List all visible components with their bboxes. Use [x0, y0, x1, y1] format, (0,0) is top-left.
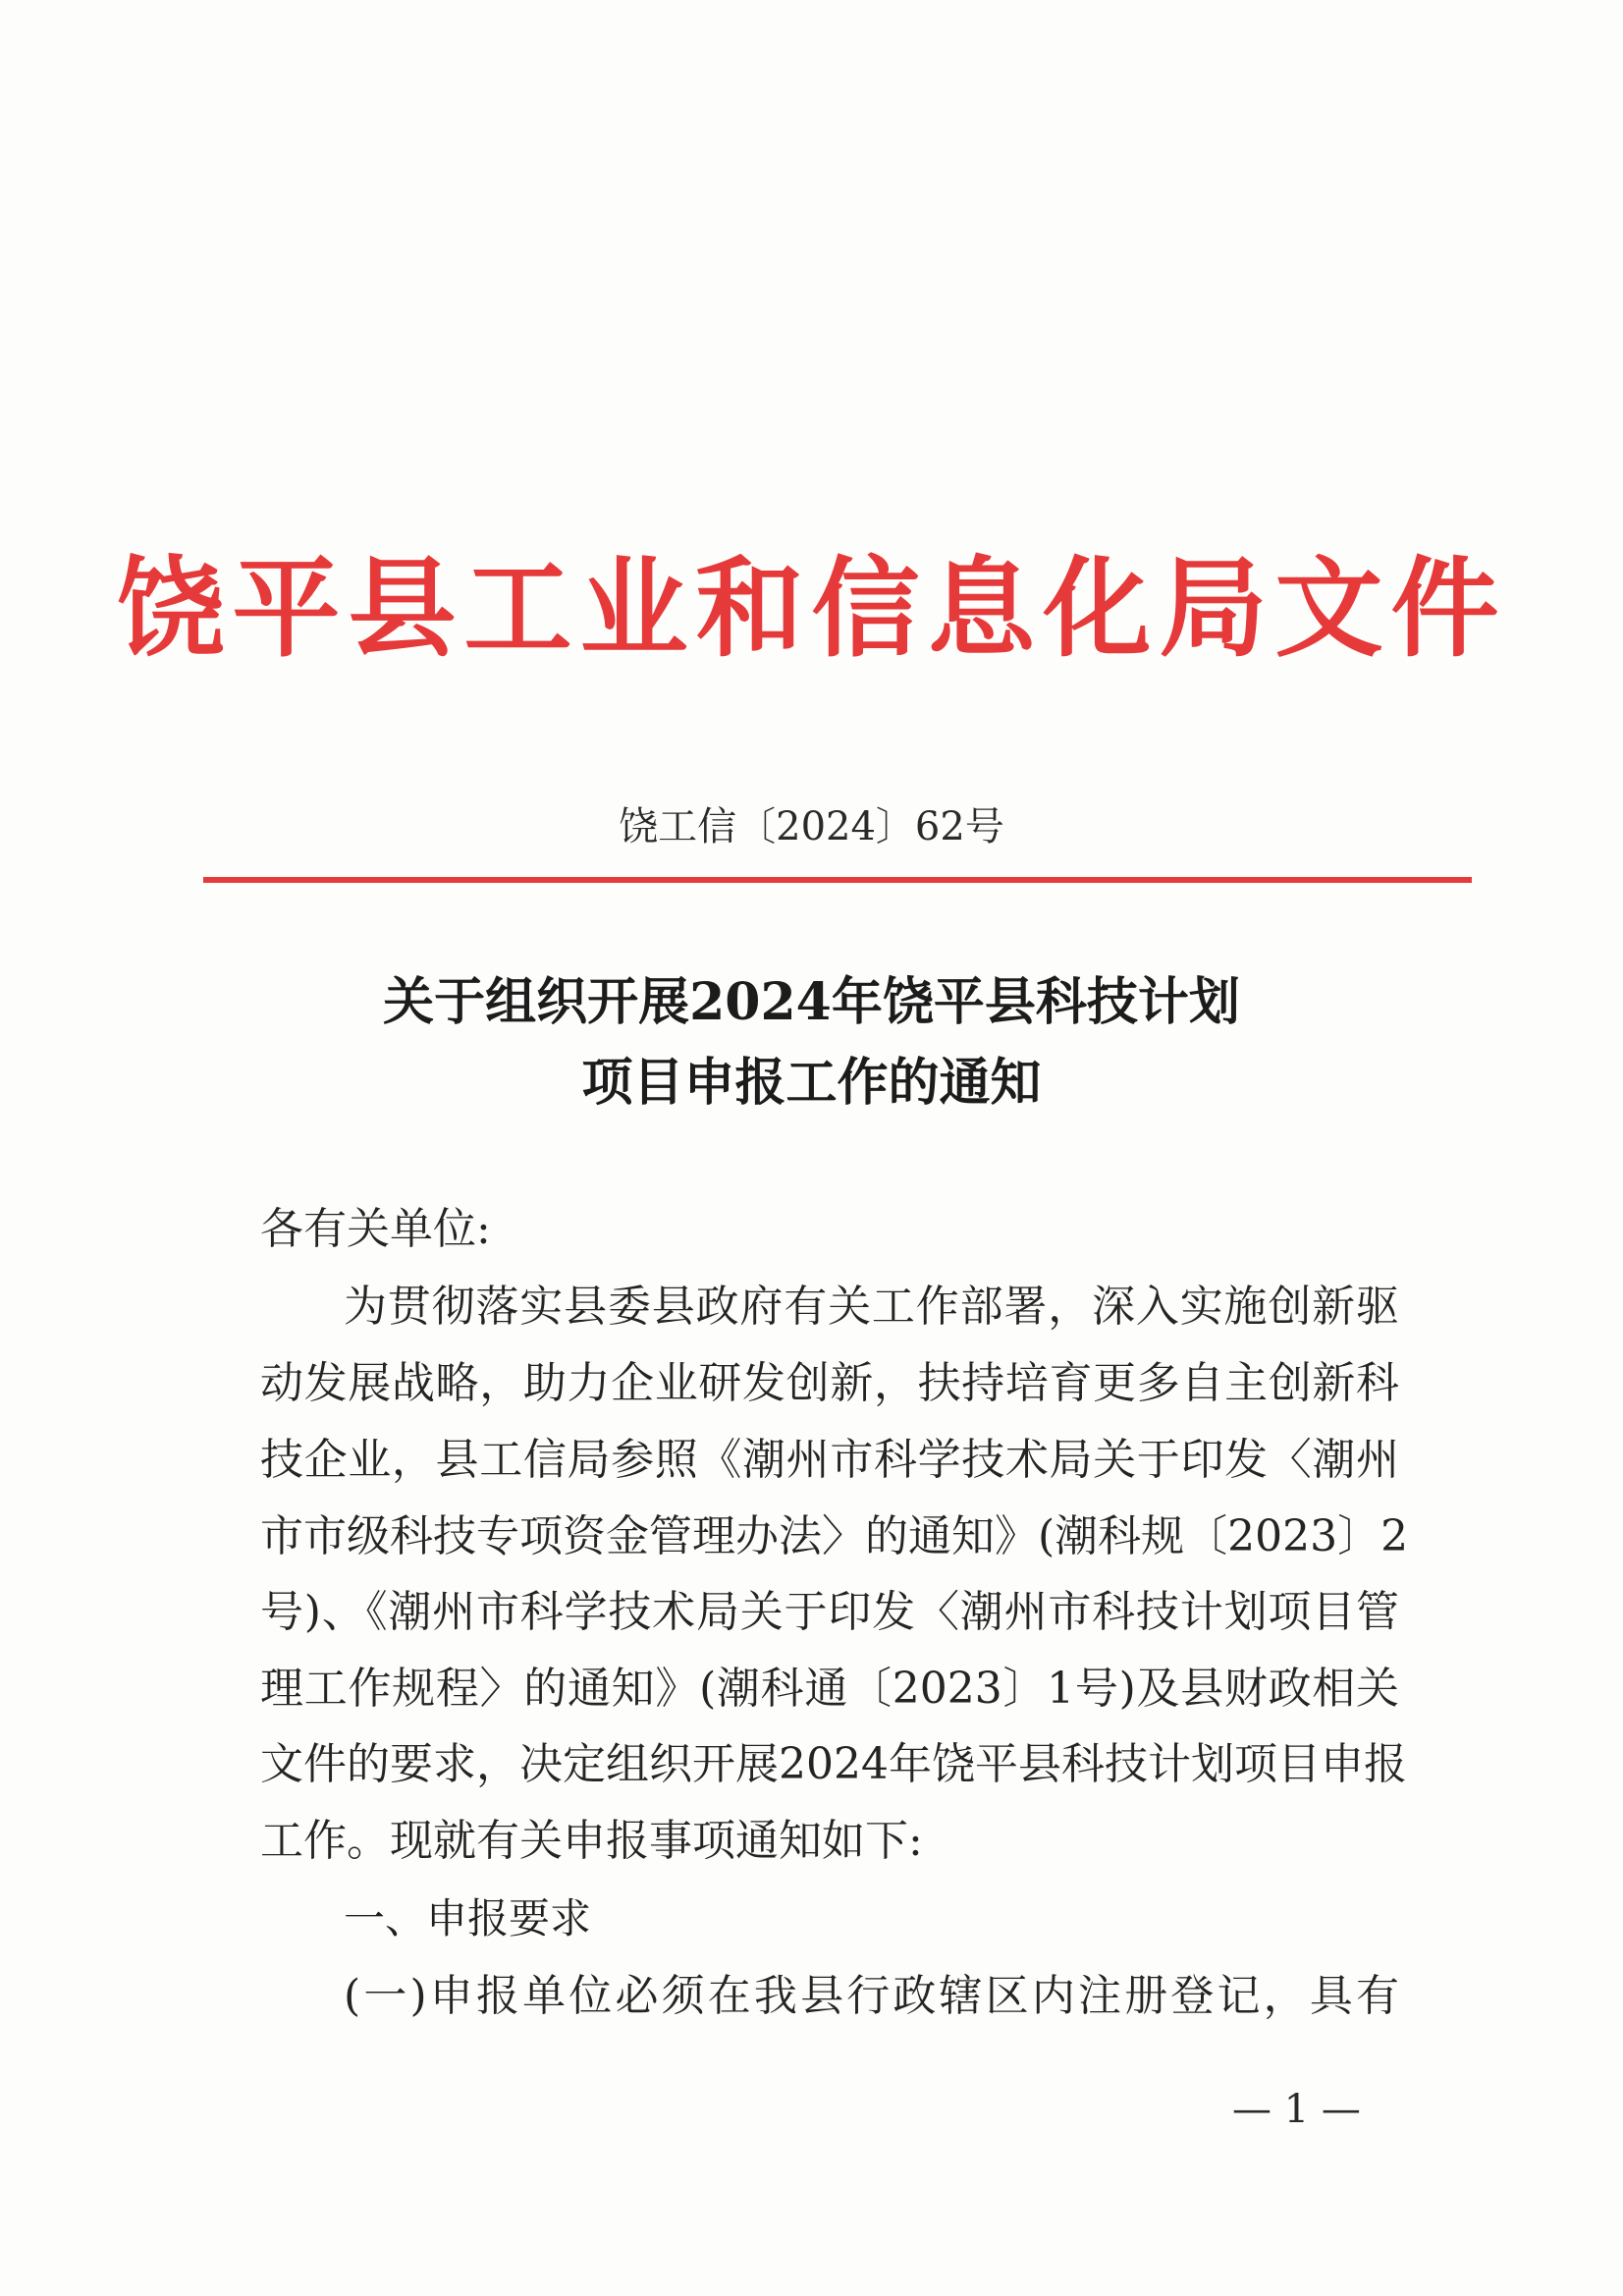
salutation: 各有关单位:: [260, 1204, 491, 1254]
body-line-2: 动发展战略，助力企业研发创新，扶持培育更多自主创新科: [260, 1358, 1399, 1408]
red-separator-line: [203, 877, 1472, 883]
document-number: 饶工信〔2024〕62号: [619, 804, 1004, 849]
notice-title-line-2: 项目申报工作的通知: [581, 1053, 1042, 1113]
body-line-1: 为贯彻落实县委县政府有关工作部署，深入实施创新驱: [344, 1282, 1399, 1332]
body-line-8: 工作。现就有关申报事项通知如下:: [260, 1816, 923, 1866]
subsection-1-line-1: (一)申报单位必须在我县行政辖区内注册登记，具有: [344, 1971, 1399, 2021]
body-line-3: 技企业，县工信局参照《潮州市科学技术局关于印发〈潮州: [260, 1435, 1399, 1485]
page-number: — 1 —: [1232, 2087, 1361, 2132]
section-heading-1: 一、申报要求: [344, 1894, 592, 1942]
body-line-5: 号)、《潮州市科学技术局关于印发〈潮州市科技计划项目管: [260, 1587, 1399, 1637]
body-line-6: 理工作规程〉的通知》(潮科通〔2023〕1号)及县财政相关: [260, 1664, 1399, 1714]
issuer-header-title: 饶平县工业和信息化局文件: [116, 545, 1507, 672]
body-line-4: 市市级科技专项资金管理办法〉的通知》(潮科规〔2023〕2: [260, 1511, 1409, 1561]
notice-title-line-1: 关于组织开展2024年饶平县科技计划: [383, 972, 1240, 1032]
body-line-7: 文件的要求，决定组织开展2024年饶平县科技计划项目申报: [260, 1739, 1407, 1789]
